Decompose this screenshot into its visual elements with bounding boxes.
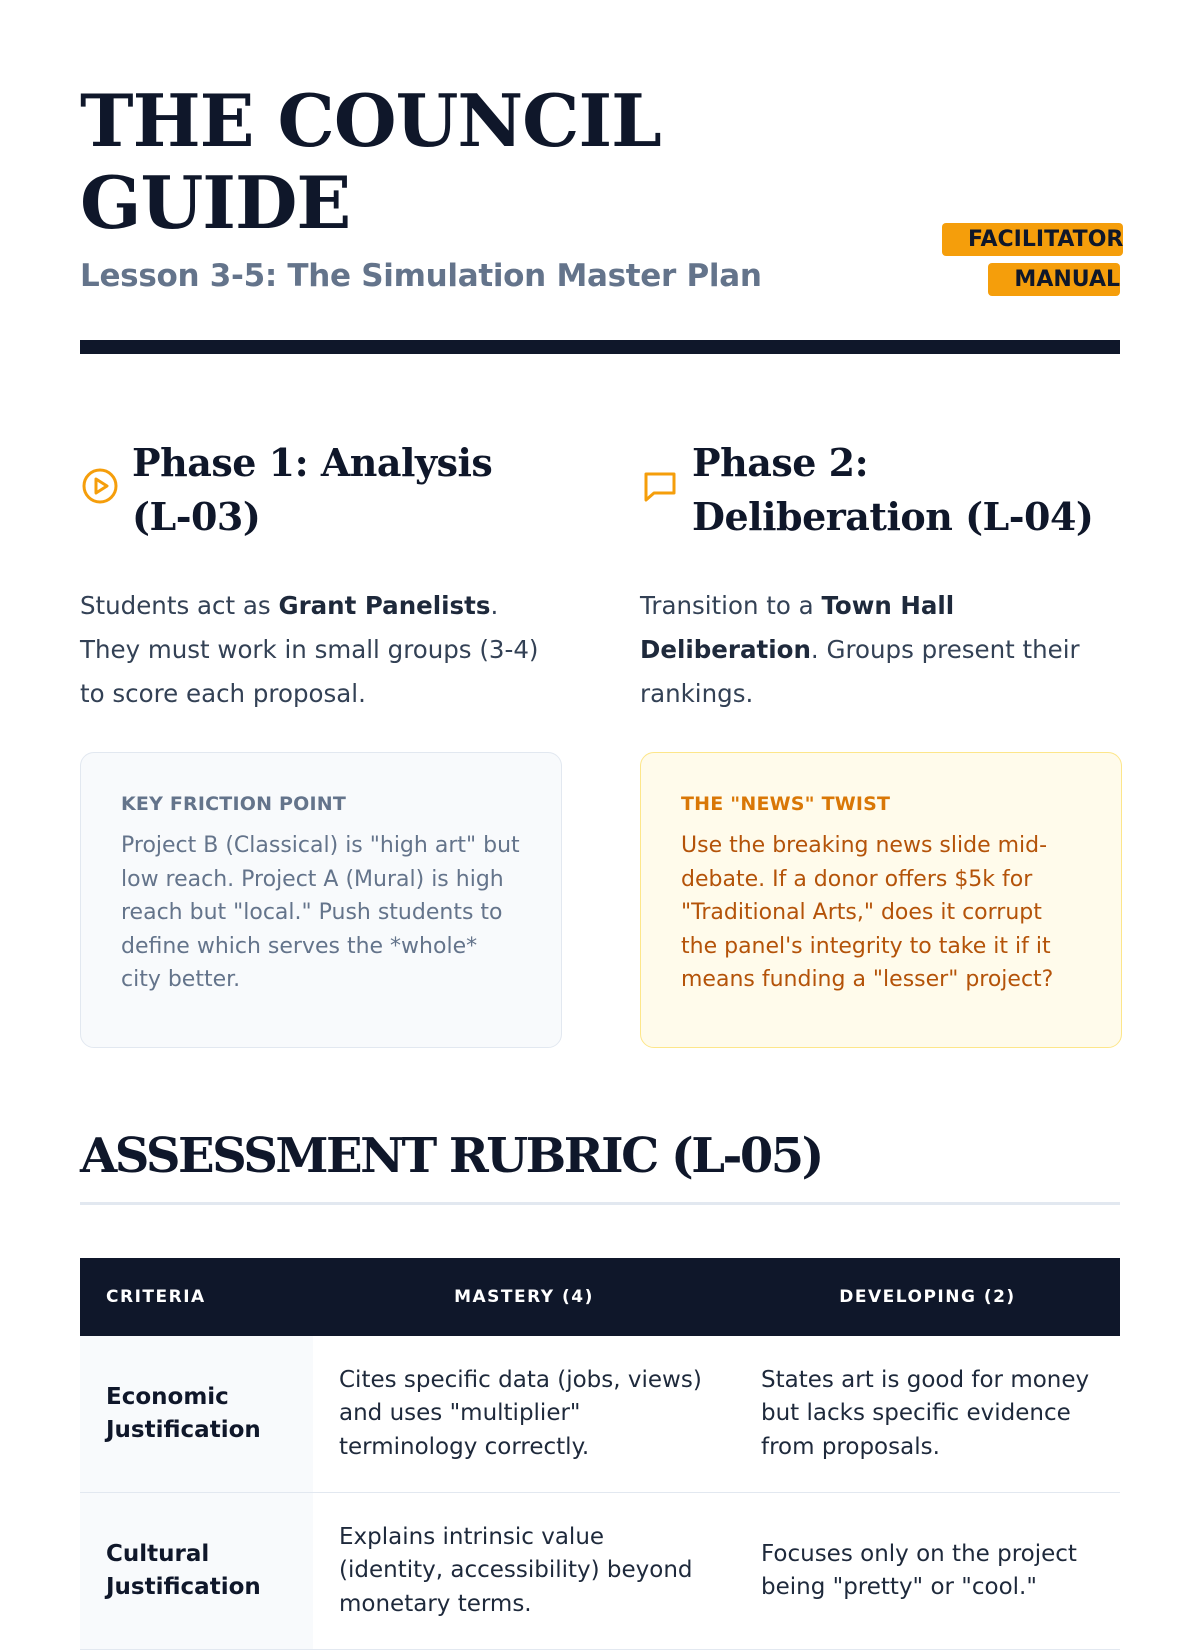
rubric-header-row xyxy=(80,1258,1120,1336)
news-twist-callout-body: Use the breaking news slide mid-debate. If a donor offers $5k for "Traditional Arts," does it corrupt the panel's integrity to take it if it means funding a "lesser" project? xyxy=(681,833,1054,992)
developing-cell: States art is good for money but lacks specific evidence from proposals. xyxy=(735,1336,1120,1493)
rubric-divider xyxy=(80,1202,1120,1205)
phase-2-heading xyxy=(640,436,1120,544)
developing-cell: Focuses only on the project being "pretty" or "cool." xyxy=(735,1493,1120,1650)
play-circle-icon xyxy=(80,466,120,506)
phase-1-column xyxy=(80,436,560,716)
speech-bubble-icon xyxy=(640,466,680,506)
phase-2-title: Phase 2: Deliberation (L-04) xyxy=(692,440,1094,539)
friction-callout-label: KEY FRICTION POINT xyxy=(121,793,347,815)
phase-2-text-post: . Groups present their rankings. xyxy=(640,635,1080,708)
facilitator-badge xyxy=(942,220,1124,300)
friction-callout xyxy=(80,752,562,1048)
phase-1-description xyxy=(80,584,560,716)
page-title: THE COUNCIL GUIDE xyxy=(80,78,661,245)
header xyxy=(80,78,1124,294)
criteria-cell: Cultural Justification xyxy=(80,1493,313,1650)
phase-2-column xyxy=(640,436,1120,716)
phase-1-text-pre: Students act as xyxy=(80,591,279,620)
header-mastery: MASTERY (4) xyxy=(313,1258,735,1336)
phase-2-text-bold: Town Hall Deliberation xyxy=(640,591,955,664)
mastery-cell: Cites specific data (jobs, views) and uses "multiplier" terminology correctly. xyxy=(313,1336,735,1493)
friction-callout-body: Project B (Classical) is "high art" but low reach. Project A (Mural) is high reach but "local." Push students to define which serves the *whole* city better. xyxy=(121,833,520,992)
header-criteria: CRITERIA xyxy=(80,1258,313,1336)
header-developing: DEVELOPING (2) xyxy=(735,1258,1120,1336)
phase-1-heading xyxy=(80,436,560,544)
badge-label: FACILITATOR MANUAL xyxy=(942,223,1123,296)
news-twist-callout-label: THE "NEWS" TWIST xyxy=(681,793,891,815)
rubric-table xyxy=(80,1258,1120,1650)
phase-2-description xyxy=(640,584,1120,716)
mastery-cell: Explains intrinsic value (identity, accessibility) beyond monetary terms. xyxy=(313,1493,735,1650)
table-row xyxy=(80,1493,1120,1650)
page-subtitle: Lesson 3-5: The Simulation Master Plan xyxy=(80,258,762,294)
rubric-title: ASSESSMENT RUBRIC (L-05) xyxy=(80,1128,822,1184)
table-row xyxy=(80,1336,1120,1493)
phase-1-title: Phase 1: Analysis (L-03) xyxy=(132,440,493,539)
criteria-cell: Economic Justification xyxy=(80,1336,313,1493)
header-divider xyxy=(80,340,1120,354)
news-twist-callout xyxy=(640,752,1122,1048)
phase-1-text-bold: Grant Panelists xyxy=(278,591,491,620)
phase-2-text-pre: Transition to a xyxy=(640,591,822,620)
phase-1-text-post: . They must work in small groups (3-4) to score each proposal. xyxy=(80,591,539,708)
